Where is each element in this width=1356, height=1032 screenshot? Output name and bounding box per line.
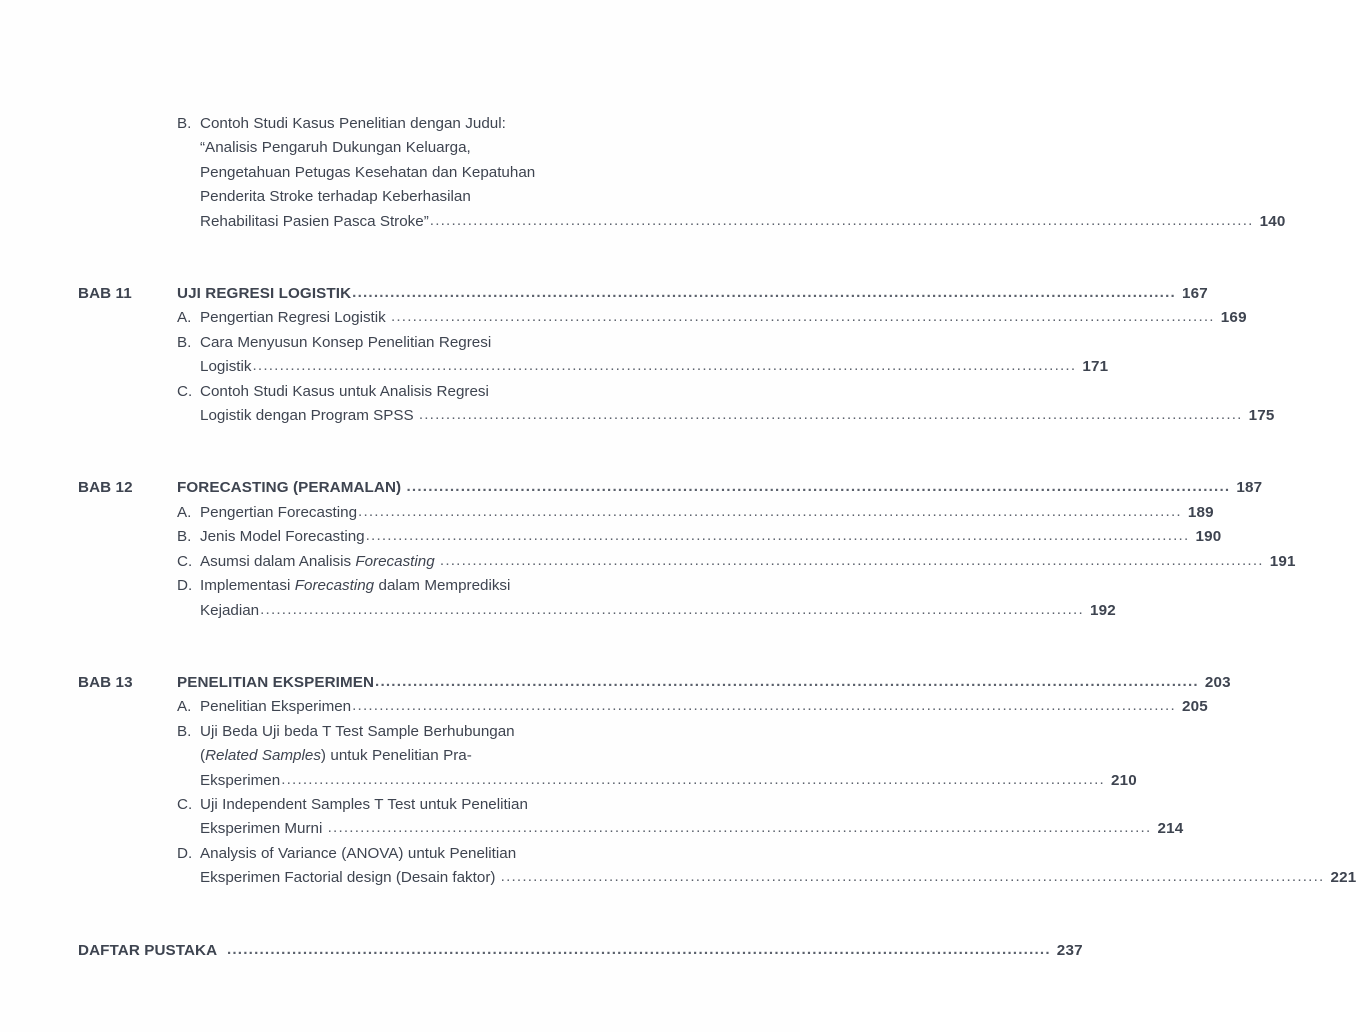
entry-line-post: ) untuk Penelitian Pra- (320, 747, 472, 765)
entry-body (200, 720, 1137, 793)
entry-line-pre: Implementasi (200, 577, 295, 595)
dot-leader (440, 549, 1264, 573)
page-number: 187 (1236, 479, 1263, 497)
entry-body (200, 501, 1214, 525)
chapter-tail-line (177, 476, 1262, 500)
entry-line: Cara Menyusun Konsep Penelitian Regresi (200, 333, 492, 351)
page-number: 190 (1195, 528, 1222, 546)
chapter-title-row[interactable] (78, 671, 1231, 695)
chapter-tail-line (177, 671, 1231, 695)
dot-leader (260, 598, 1084, 622)
toc-entry[interactable] (177, 306, 1247, 330)
chapter-block-bab-11 (78, 282, 1275, 428)
entry-line-italic: Related Samples (205, 747, 321, 765)
entry-tail-line (200, 525, 1221, 549)
entry-body (200, 793, 1183, 842)
entry-text: Jenis Model Forecasting (200, 528, 365, 546)
entry-letter: B. (177, 115, 192, 132)
chapter-title-row[interactable] (78, 476, 1263, 500)
entry-letter: D. (177, 577, 193, 595)
entry-text: Penelitian Eksperimen (200, 698, 352, 716)
entry-body (200, 331, 1108, 380)
entry-line: Pengetahuan Petugas Kesehatan dan Kepatuhan (200, 163, 536, 181)
toc-entry[interactable] (177, 550, 1296, 574)
dot-leader (227, 938, 1051, 962)
entry-line: Uji Beda Uji beda T Test Sample Berhubungan (200, 722, 515, 740)
toc-entry[interactable] (177, 720, 1137, 793)
entry-letter: A. (177, 309, 192, 327)
entry-letter: D. (177, 844, 193, 862)
toc-entry-daftar-pustaka[interactable] (78, 939, 1083, 963)
page-number: 171 (1082, 358, 1109, 376)
entry-text: Logistik dengan Program SPSS (200, 407, 418, 425)
entry-body (200, 112, 1286, 234)
page-number: 167 (1181, 285, 1208, 303)
chapter-number: BAB 13 (78, 673, 133, 691)
entry-letter: C. (177, 795, 193, 813)
toc-entry[interactable] (177, 501, 1214, 525)
dot-leader (430, 209, 1254, 233)
entry-letter: A. (177, 503, 192, 521)
entry-text: Pengertian Regresi Logistik (200, 309, 390, 327)
chapter-title: UJI REGRESI LOGISTIK (177, 285, 352, 303)
page-number: 192 (1089, 601, 1116, 619)
entry-tail-line (200, 501, 1214, 525)
toc-entry (177, 112, 1286, 234)
entry-letter: B. (177, 333, 192, 351)
dot-leader (253, 354, 1077, 378)
dot-leader (352, 694, 1176, 718)
dot-leader (366, 524, 1190, 548)
page-number: 191 (1269, 552, 1296, 570)
entry-text (200, 550, 439, 574)
entry-line-pre: ( (200, 747, 206, 765)
dot-leader (501, 865, 1325, 889)
entry-tail-line (200, 355, 1108, 379)
chapter-title-row[interactable] (78, 282, 1208, 306)
toc-entry[interactable] (177, 525, 1222, 549)
page-number: 169 (1220, 309, 1247, 327)
page-number: 203 (1204, 673, 1231, 691)
page-number: 189 (1187, 503, 1214, 521)
entry-body (200, 574, 1116, 623)
entry-tail-line (200, 550, 1296, 574)
entry-tail-line (200, 404, 1275, 428)
dot-leader (352, 281, 1176, 305)
entry-text: Rehabilitasi Pasien Pasca Stroke” (200, 212, 429, 230)
entry-tail-line (200, 769, 1137, 793)
chapter-title-body (177, 282, 1208, 306)
entry-line: Contoh Studi Kasus untuk Analisis Regresi (200, 382, 489, 400)
chapter-block-bab-13 (78, 671, 1356, 891)
chapter-title-body (177, 671, 1231, 695)
entry-text: Pengertian Forecasting (200, 503, 358, 521)
toc-continued-entry (78, 112, 1286, 234)
page-number: 214 (1157, 820, 1184, 838)
entry-text-post (435, 553, 439, 570)
dot-leader (391, 305, 1215, 329)
back-matter-label: DAFTAR PUSTAKA (78, 941, 221, 959)
page-number: 237 (1056, 941, 1083, 959)
entry-letter: B. (177, 528, 192, 546)
entry-body (200, 525, 1221, 549)
back-matter-block (78, 939, 1083, 963)
chapter-tail-line (177, 282, 1208, 306)
entry-letter: C. (177, 552, 193, 570)
toc-entry[interactable] (177, 574, 1116, 623)
entry-line: Analysis of Variance (ANOVA) untuk Penelitian (200, 844, 517, 862)
dot-leader (281, 768, 1105, 792)
dot-leader (407, 475, 1231, 499)
entry-line: Uji Independent Samples T Test untuk Penelitian (200, 795, 528, 813)
toc-entry[interactable] (177, 695, 1208, 719)
entry-text-pre: Asumsi dalam Analisis (200, 552, 356, 570)
block-spacer (78, 913, 662, 939)
entry-line: Penderita Stroke terhadap Keberhasilan (200, 188, 471, 206)
entry-tail-line (200, 817, 1183, 841)
entry-tail-line (200, 866, 1356, 890)
block-spacer (78, 645, 662, 671)
entry-tail-line (200, 306, 1247, 330)
chapter-number: BAB 11 (78, 285, 132, 303)
entry-tail-line (200, 210, 1286, 234)
entry-body (200, 550, 1296, 574)
entry-line (200, 744, 1137, 768)
chapter-number: BAB 12 (78, 479, 133, 497)
block-spacer (78, 256, 662, 282)
entry-tail-line (200, 599, 1116, 623)
entry-letter: C. (177, 382, 193, 400)
page-number: 205 (1181, 698, 1208, 716)
entry-text: Logistik (200, 358, 252, 376)
page-number: 175 (1248, 407, 1275, 425)
chapter-title: FORECASTING (PERAMALAN) (177, 479, 406, 497)
chapter-title-body (177, 476, 1262, 500)
toc-entry[interactable] (177, 842, 1356, 891)
chapter-title: PENELITIAN EKSPERIMEN (177, 673, 375, 691)
entry-text: Kejadian (200, 601, 260, 619)
entry-line-post: dalam Memprediksi (374, 577, 511, 595)
dot-leader (375, 670, 1199, 694)
chapter-block-bab-12 (78, 476, 1296, 622)
entry-body (200, 842, 1356, 891)
entry-body (200, 380, 1275, 429)
block-spacer (78, 450, 662, 476)
entry-text: Eksperimen Factorial design (Desain faktor) (200, 869, 500, 887)
page-number: 210 (1111, 771, 1137, 789)
entry-tail-line (200, 695, 1208, 719)
page-number: 140 (1259, 212, 1286, 230)
entry-body (200, 695, 1208, 719)
toc-entry[interactable] (177, 331, 1109, 380)
entry-line-italic: Forecasting (294, 577, 375, 595)
dot-leader (358, 500, 1182, 524)
entry-body (200, 306, 1247, 330)
toc-entry[interactable] (177, 380, 1275, 429)
entry-line: “Analisis Pengaruh Dukungan Keluarga, (200, 139, 471, 157)
entry-letter: B. (177, 722, 192, 740)
entry-letter: A. (177, 698, 192, 716)
entry-text: Eksperimen (200, 771, 281, 789)
entry-line: Contoh Studi Kasus Penelitian dengan Judul: (200, 115, 506, 132)
toc-entry[interactable] (177, 793, 1184, 842)
entry-text: Eksperimen Murni (200, 820, 327, 838)
dot-leader (419, 403, 1243, 427)
entry-line (200, 574, 1116, 598)
entry-text-italic: Forecasting (355, 552, 435, 570)
table-of-contents (78, 112, 1356, 963)
dot-leader (328, 816, 1152, 840)
page-number: 221 (1330, 869, 1356, 887)
